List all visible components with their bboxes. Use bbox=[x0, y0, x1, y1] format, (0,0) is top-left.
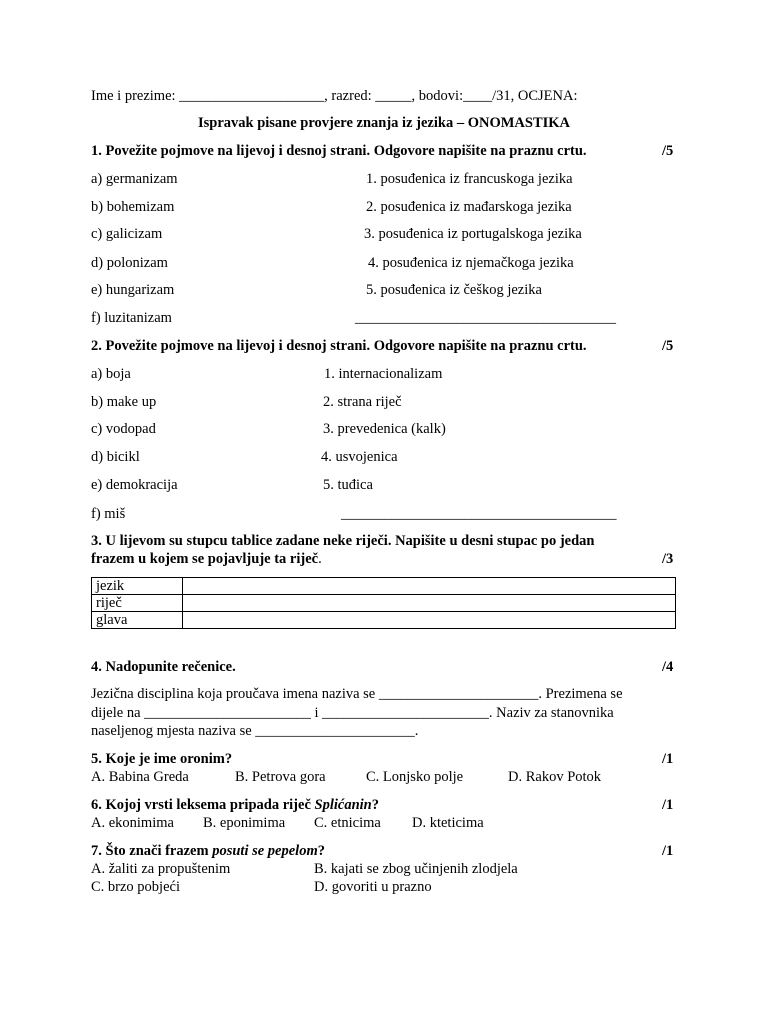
q7-option-d[interactable]: D. govoriti u prazno bbox=[314, 879, 432, 895]
q2-left-item: e) demokracija bbox=[91, 477, 178, 493]
table-word-cell: riječ bbox=[92, 595, 183, 612]
q1-right-item: 3. posuđenica iz portugalskoga jezika bbox=[364, 226, 582, 242]
q2-right-item: 2. strana riječ bbox=[323, 394, 402, 410]
student-info-line: Ime i prezime: ____________________, razred: _____, bodovi:____/31, OCJENA: bbox=[91, 88, 578, 104]
q7-question-italic: posuti se pepelom bbox=[212, 843, 318, 859]
q5-option-a[interactable]: A. Babina Greda bbox=[91, 769, 189, 785]
phraseme-table bbox=[91, 577, 676, 629]
table-word-cell: jezik bbox=[92, 578, 183, 595]
q2-right-item: 1. internacionalizam bbox=[324, 366, 443, 382]
q7-question-start: 7. Što znači frazem bbox=[91, 843, 213, 859]
q6-option-a[interactable]: A. ekonimima bbox=[91, 815, 174, 831]
q6-option-b[interactable]: B. eponimima bbox=[203, 815, 286, 831]
q3-question-line1: 3. U lijevom su stupcu tablice zadane neke riječi. Napišite u desni stupac po jedan bbox=[91, 533, 595, 549]
q1-right-item: 5. posuđenica iz češkog jezika bbox=[366, 282, 542, 298]
q1-left-item: b) bohemizam bbox=[91, 199, 175, 215]
table-answer-cell[interactable] bbox=[183, 595, 676, 612]
q4-text-line: Jezična disciplina koja proučava imena naziva se ______________________. Prezimena se bbox=[91, 686, 623, 702]
q2-answer-line[interactable]: ______________________________________ bbox=[341, 506, 617, 522]
q3-points: /3 bbox=[662, 551, 674, 567]
q7-points: /1 bbox=[662, 843, 674, 859]
q2-right-item: 4. usvojenica bbox=[321, 449, 398, 465]
q7-question-end: ? bbox=[317, 843, 325, 859]
q6-question bbox=[91, 796, 379, 814]
q7-option-c[interactable]: C. brzo pobjeći bbox=[91, 879, 180, 895]
q2-left-item: b) make up bbox=[91, 394, 157, 410]
q6-points: /1 bbox=[662, 797, 674, 813]
q6-question-end: ? bbox=[371, 797, 379, 813]
q2-right-item: 3. prevedenica (kalk) bbox=[323, 421, 446, 437]
q1-right-item: 4. posuđenica iz njemačkoga jezika bbox=[368, 255, 574, 271]
q5-option-d[interactable]: D. Rakov Potok bbox=[508, 769, 602, 785]
q1-left-item: a) germanizam bbox=[91, 171, 178, 187]
q2-left-item: d) bicikl bbox=[91, 449, 140, 465]
q6-question-start: 6. Kojoj vrsti leksema pripada riječ bbox=[91, 797, 315, 813]
q1-question: 1. Povežite pojmove na lijevoj i desnoj strani. Odgovore napišite na praznu crtu. bbox=[91, 143, 587, 159]
q5-option-c[interactable]: C. Lonjsko polje bbox=[366, 769, 464, 785]
q5-option-b[interactable]: B. Petrova gora bbox=[235, 769, 326, 785]
q6-question-italic: Splićanin bbox=[314, 797, 372, 813]
table-row bbox=[92, 612, 676, 629]
q1-points: /5 bbox=[662, 143, 674, 159]
table-row bbox=[92, 595, 676, 612]
q5-points: /1 bbox=[662, 751, 674, 767]
q1-left-item: c) galicizam bbox=[91, 226, 163, 242]
table-answer-cell[interactable] bbox=[183, 578, 676, 595]
q5-question: 5. Koje je ime oronim? bbox=[91, 751, 233, 767]
q3-question-text: frazem u kojem se pojavljuje ta riječ bbox=[91, 551, 319, 567]
q2-right-item: 5. tuđica bbox=[323, 477, 373, 493]
q2-left-item: f) miš bbox=[91, 506, 126, 522]
q4-text-line: dijele na _______________________ i _______________________. Naziv za stanovnika bbox=[91, 705, 614, 721]
q7-question bbox=[91, 842, 325, 860]
q4-points: /4 bbox=[662, 659, 674, 675]
q1-right-item: 1. posuđenica iz francuskoga jezika bbox=[366, 171, 573, 187]
q3-question-period: . bbox=[318, 551, 322, 567]
q7-option-b[interactable]: B. kajati se zbog učinjenih zlodjela bbox=[314, 861, 518, 877]
q4-question: 4. Nadopunite rečenice. bbox=[91, 659, 236, 675]
q1-left-item: d) polonizam bbox=[91, 255, 168, 271]
q6-option-d[interactable]: D. kteticima bbox=[412, 815, 484, 831]
q1-answer-line[interactable]: ____________________________________ bbox=[355, 310, 616, 326]
page-title: Ispravak pisane provjere znanja iz jezika – ONOMASTIKA bbox=[197, 115, 571, 131]
q3-question-line2 bbox=[91, 550, 322, 568]
q7-option-a[interactable]: A. žaliti za propuštenim bbox=[91, 861, 231, 877]
q1-left-item: e) hungarizam bbox=[91, 282, 175, 298]
q4-text-line: naseljenog mjesta naziva se ______________________. bbox=[91, 723, 419, 739]
q1-right-item: 2. posuđenica iz mađarskoga jezika bbox=[366, 199, 572, 215]
table-word-cell: glava bbox=[92, 612, 183, 629]
q2-left-item: c) vodopad bbox=[91, 421, 156, 437]
q1-left-item: f) luzitanizam bbox=[91, 310, 172, 326]
q2-left-item: a) boja bbox=[91, 366, 131, 382]
q2-question: 2. Povežite pojmove na lijevoj i desnoj strani. Odgovore napišite na praznu crtu. bbox=[91, 338, 587, 354]
table-answer-cell[interactable] bbox=[183, 612, 676, 629]
q2-points: /5 bbox=[662, 338, 674, 354]
q6-option-c[interactable]: C. etnicima bbox=[314, 815, 381, 831]
table-row bbox=[92, 578, 676, 595]
